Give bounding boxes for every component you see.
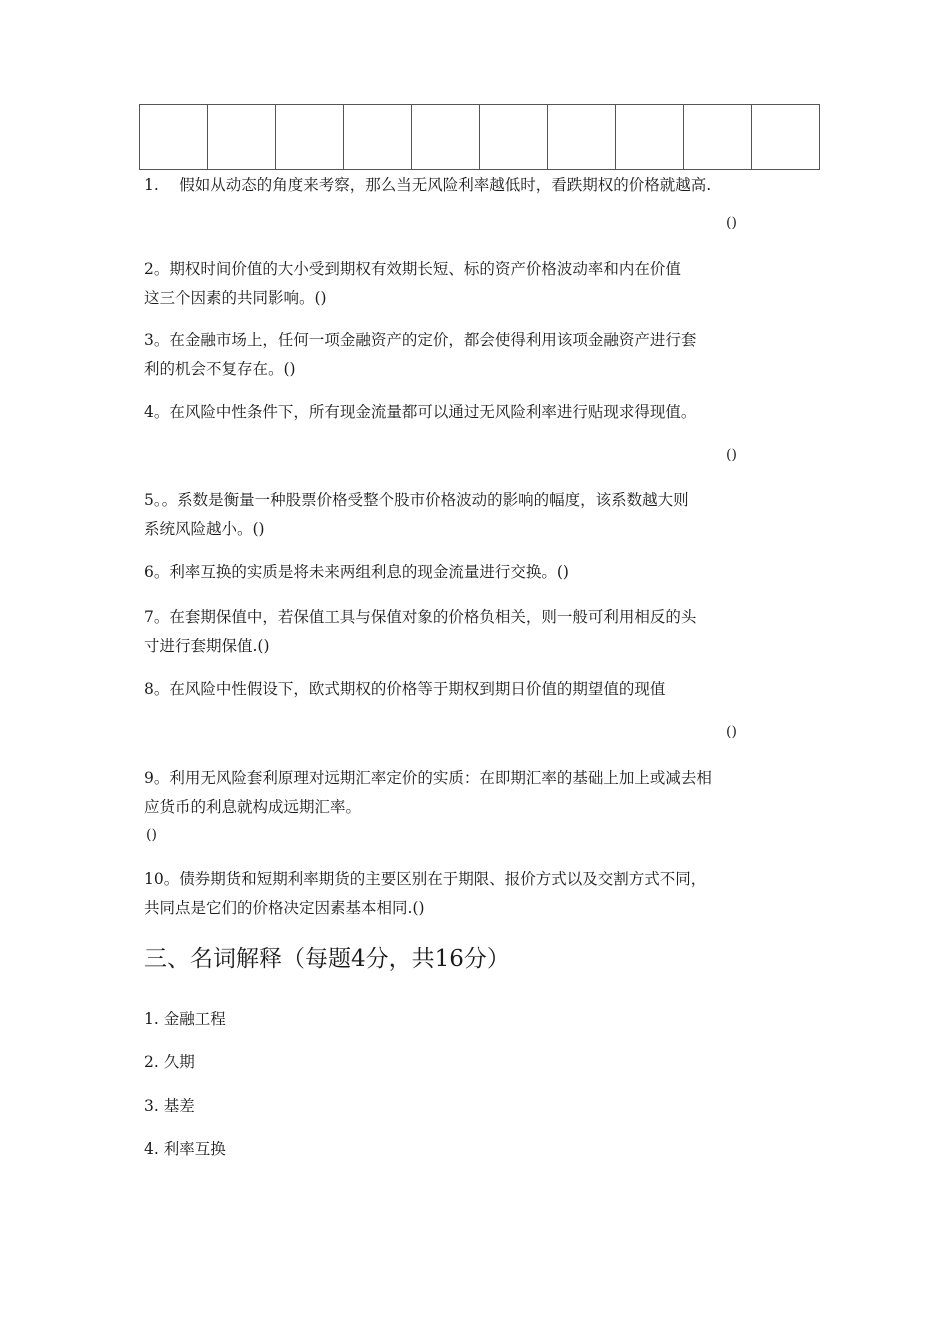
question-text-line: 系统风险越小。() — [144, 520, 265, 538]
question-text-line: 应货币的利息就构成远期汇率。 — [144, 798, 362, 816]
answer-cell — [344, 105, 412, 170]
question-text-line: 寸进行套期保值.() — [144, 637, 270, 655]
question-7 — [144, 603, 814, 661]
section-title: 三、名词解释（每题4分，共16分） — [144, 946, 510, 972]
question-text-line: 5。。系数是衡量一种股票价格受整个股市价格波动的影响的幅度，该系数越大则 — [144, 491, 689, 509]
answer-grid — [139, 104, 820, 170]
answer-cell — [480, 105, 548, 170]
question-text-line: 10。债券期货和短期利率期货的主要区别在于期限、报价方式以及交割方式不同， — [144, 870, 707, 888]
question-text-line: 3。在金融市场上，任何一项金融资产的定价，都会使得利用该项金融资产进行套 — [144, 331, 697, 349]
question-5 — [144, 486, 814, 544]
question-4 — [144, 398, 814, 427]
question-8 — [144, 675, 814, 704]
question-text-line: 8。在风险中性假设下，欧式期权的价格等于期权到期日价值的期望值的现值 — [144, 680, 666, 698]
answer-bracket: () — [726, 724, 737, 740]
term-item: 2. 久期 — [144, 1053, 195, 1071]
answer-cell — [548, 105, 616, 170]
question-6 — [144, 558, 814, 587]
question-text-line: 9。利用无风险套利原理对远期汇率定价的实质：在即期汇率的基础上加上或减去相 — [144, 769, 712, 787]
question-text-line: 6。利率互换的实质是将未来两组利息的现金流量进行交换。() — [144, 563, 569, 581]
term-item: 4. 利率互换 — [144, 1140, 226, 1158]
answer-bracket: () — [146, 827, 157, 843]
answer-cell — [752, 105, 820, 170]
answer-cell — [616, 105, 684, 170]
question-text-line: 1. 假如从动态的角度来考察，那么当无风险利率越低时，看跌期权的价格就越高. — [144, 176, 712, 194]
answer-bracket: () — [726, 447, 737, 463]
question-9 — [144, 764, 814, 822]
answer-grid-row — [140, 105, 820, 170]
answer-cell — [684, 105, 752, 170]
question-2 — [144, 255, 814, 313]
question-text-line: 7。在套期保值中，若保值工具与保值对象的价格负相关，则一般可利用相反的头 — [144, 608, 697, 626]
answer-cell — [208, 105, 276, 170]
answer-bracket: () — [726, 215, 737, 231]
question-text-line: 利的机会不复存在。() — [144, 360, 296, 378]
question-text-line: 这三个因素的共同影响。() — [144, 289, 327, 307]
question-3 — [144, 326, 814, 384]
answer-cell — [140, 105, 208, 170]
question-1 — [144, 171, 814, 200]
term-item: 3. 基差 — [144, 1097, 195, 1115]
answer-cell — [276, 105, 344, 170]
question-10 — [144, 865, 814, 923]
question-text-line: 2。期权时间价值的大小受到期权有效期长短、标的资产价格波动率和内在价值 — [144, 260, 681, 278]
question-text-line: 4。在风险中性条件下，所有现金流量都可以通过无风险利率进行贴现求得现值。 — [144, 403, 697, 421]
term-item: 1. 金融工程 — [144, 1010, 226, 1028]
question-text-line: 共同点是它们的价格决定因素基本相同.() — [144, 899, 425, 917]
answer-cell — [412, 105, 480, 170]
